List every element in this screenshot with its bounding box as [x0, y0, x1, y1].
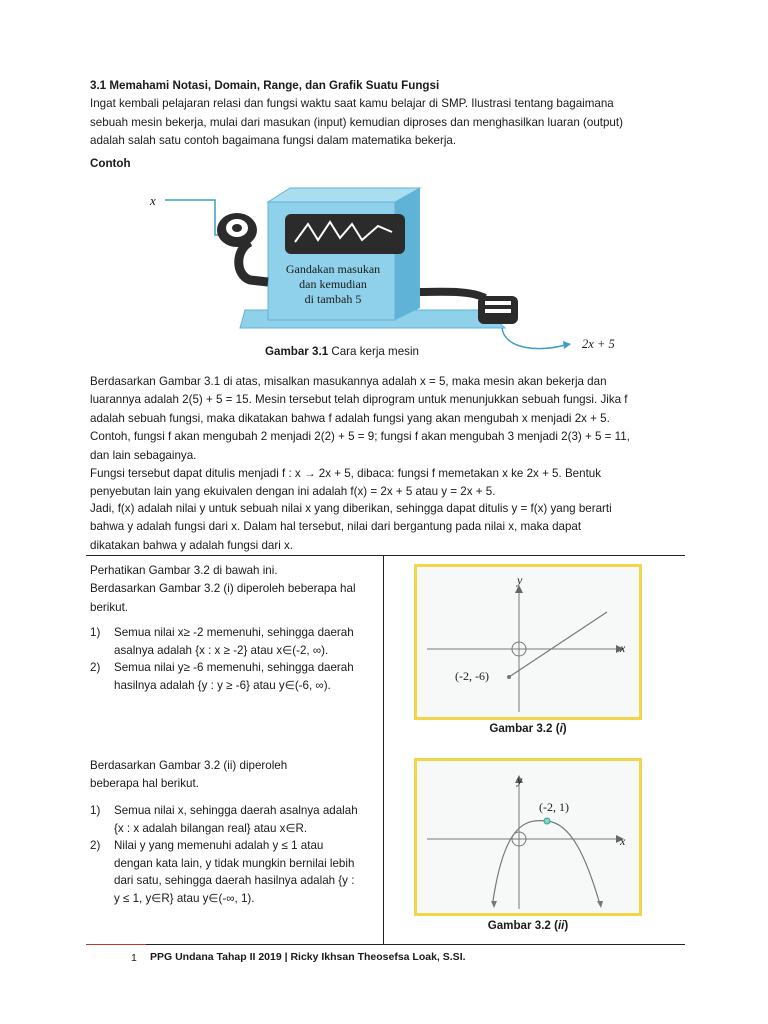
- output-label: 2x + 5: [582, 337, 615, 351]
- machine-text-line: di tambah 5: [304, 292, 362, 306]
- footer-text: PPG Undana Tahap II 2019 | Ricky Ikhsan Theosefsa Loak, S.SI.: [150, 951, 466, 963]
- list-line: hasilnya adalah {y : y ≥ -6} atau y∈(-6, ∞).: [114, 678, 331, 692]
- caption-bold: Gambar 3.2 (: [489, 722, 560, 735]
- table-divider: [383, 556, 384, 944]
- graph-2-y-label: y: [517, 773, 523, 787]
- left-line: Berdasarkan Gambar 3.2 (ii) diperoleh: [90, 759, 288, 772]
- caption-italic: i: [559, 722, 563, 735]
- input-hose: [239, 242, 268, 282]
- machine-text-line: dan kemudian: [299, 277, 367, 291]
- list-line: Semua nilai x≥ -2 memenuhi, sehingga daerah: [114, 626, 354, 639]
- list-number: 1): [90, 804, 101, 817]
- left-line: Perhatikan Gambar 3.2 di bawah ini.: [90, 564, 278, 577]
- output-arrow: [502, 328, 565, 349]
- graph-2-point-label: (-2, 1): [539, 800, 569, 814]
- machine-screen: [285, 214, 405, 254]
- graph-2-frame: [414, 758, 642, 916]
- graph-1-y-label: y: [517, 573, 523, 587]
- footer-accent-line: [86, 944, 146, 945]
- body-line: bahwa y adalah fungsi dari x. Dalam hal tersebut, nilai dari bergantung pada nilai x, maka dapat: [90, 520, 582, 534]
- list-line: dengan kata lain, y tidak mungkin bernilai lebih: [114, 856, 355, 870]
- graph-1-frame: [414, 564, 642, 720]
- graph-1: [417, 567, 639, 717]
- list-line: Semua nilai y≥ -6 memenuhi, sehingga daerah: [114, 661, 354, 675]
- graph-2: [417, 761, 639, 913]
- graph-1-x-label: x: [620, 641, 626, 655]
- left-list-2: [90, 802, 382, 908]
- list-item: [90, 624, 382, 659]
- graph-2-parabola: [493, 821, 599, 901]
- body-line: dan lain sebagainya.: [90, 448, 197, 462]
- body-line: Fungsi tersebut dapat ditulis menjadi f : x → 2x + 5, dibaca: fungsi f memetakan x ke 2x + 5. Bentuk: [90, 467, 602, 481]
- body-paragraph-2: [90, 500, 690, 555]
- caption-end: ): [562, 722, 567, 735]
- list-line: Semua nilai x, sehingga daerah asalnya adalah: [114, 804, 358, 817]
- body-line: penyebutan lain yang ekuivalen dengan ini adalah f(x) = 2x + 5 atau y = 2x + 5.: [90, 485, 496, 499]
- list-line: y ≤ 1, y∈R} atau y∈(-∞, 1).: [114, 891, 255, 905]
- machine-text: [274, 262, 392, 307]
- list-line: Nilai y yang memenuhi adalah y ≤ 1 atau: [114, 839, 324, 853]
- body-line: Contoh, fungsi f akan mengubah 2 menjadi 2(2) + 5 = 9; fungsi f akan mengubah 3 menjadi 2(3) + 5 = 11,: [90, 430, 630, 444]
- list-number: 1): [90, 626, 101, 639]
- list-line: asalnya adalah {x : x ≥ -2} atau x∈(-2, ∞).: [114, 643, 329, 657]
- graph-1-caption: [414, 722, 642, 735]
- left-line: beberapa hal berikut.: [90, 777, 199, 791]
- graph-2-x-label: x: [620, 834, 626, 848]
- footer-page-number: 1: [131, 952, 137, 964]
- body-line: luarannya adalah 2(5) + 5 = 15. Mesin tersebut telah diprogram untuk menunjukkan sebuah fungsi. Jika f: [90, 393, 628, 407]
- machine-text-line: Gandakan masukan: [285, 262, 381, 276]
- list-line: {x : x adalah bilangan real} atau x∈R.: [114, 821, 308, 835]
- graph-1-endpoint: [507, 675, 511, 679]
- caption-bold: Gambar 3.2 (: [487, 919, 558, 932]
- left-list-1: [90, 624, 382, 694]
- graph-2-vertex: [544, 818, 550, 824]
- graph-1-point-label: (-2, -6): [455, 669, 489, 683]
- left-line: Berdasarkan Gambar 3.2 (i) diperoleh beberapa hal: [90, 582, 356, 596]
- intro-line: adalah salah satu contoh bagaimana fungsi dalam matematika bekerja.: [90, 134, 457, 148]
- intro-line: Ingat kembali pelajaran relasi dan fungsi waktu saat kamu belajar di SMP. Ilustrasi tentang bagaimana: [90, 97, 614, 111]
- list-item: [90, 659, 382, 694]
- section-heading: 3.1 Memahami Notasi, Domain, Range, dan Grafik Suatu Fungsi: [90, 79, 440, 92]
- intro-line: sebuah mesin bekerja, mulai dari masukan (input) kemudian diproses dan menghasilkan luaran (output): [90, 115, 623, 129]
- graph-2-caption: [414, 919, 642, 932]
- body-paragraph-1: [90, 373, 690, 502]
- body-line: Berdasarkan Gambar 3.1 di atas, misalkan masukannya adalah x = 5, maka mesin akan bekerja dan: [90, 375, 607, 388]
- input-label: x: [150, 193, 156, 208]
- left-block-2: [90, 757, 380, 794]
- list-number: 2): [90, 661, 101, 675]
- example-label: Contoh: [90, 157, 131, 170]
- list-line: dari satu, sehingga daerah hasilnya adalah {y :: [114, 874, 355, 888]
- table-top-border: [86, 555, 685, 556]
- caption-end: ): [564, 919, 569, 932]
- caption-rest: Cara kerja mesin: [328, 345, 419, 358]
- caption-italic: ii: [557, 919, 565, 932]
- body-line: adalah sebuah fungsi, maka dikatakan bahwa f adalah fungsi yang akan mengubah x menjadi 2x + 5.: [90, 411, 610, 425]
- output-hose: [420, 292, 485, 298]
- body-line: Jadi, f(x) adalah nilai y untuk sebuah nilai x yang diberikan, sehingga dapat ditulis y = f(x) yang berarti: [90, 502, 612, 515]
- list-item: [90, 837, 382, 907]
- left-block-1: [90, 562, 380, 617]
- intro-block: [90, 77, 690, 151]
- caption-bold: Gambar 3.1: [264, 345, 329, 358]
- figure1-caption: [200, 345, 484, 358]
- list-number: 2): [90, 839, 101, 853]
- machine-top: [268, 188, 420, 202]
- output-arrowhead: [563, 341, 571, 349]
- table-bottom-border: [86, 944, 685, 945]
- left-line: berikut.: [90, 600, 129, 614]
- list-item: [90, 802, 382, 837]
- body-line: dikatakan bahwa y adalah fungsi dari x.: [90, 538, 294, 552]
